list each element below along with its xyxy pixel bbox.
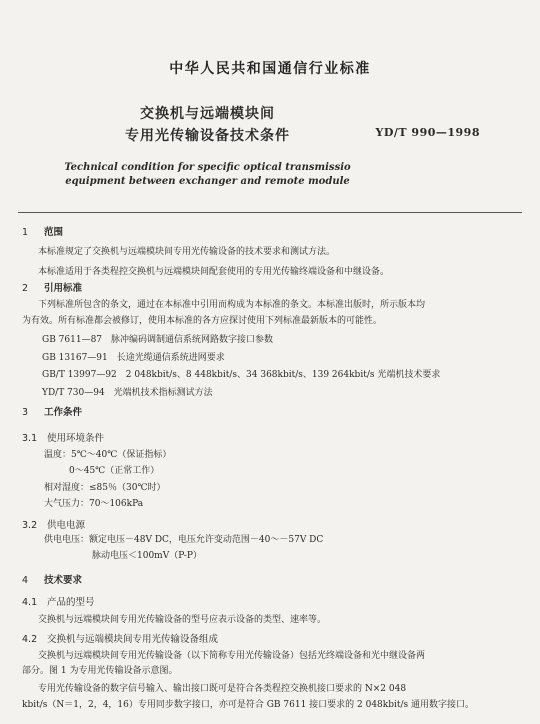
- paragraph: 为有效。所有标准都会被修订，使用本标准的各方应探讨使用下列标准最新版本的可能性。: [22, 316, 383, 326]
- paragraph: 交换机与远端模块间专用光传输设备的型号应表示设备的类型、速率等。: [38, 615, 327, 625]
- section-title: 使用环境条件: [47, 433, 105, 444]
- section-number: 4.1: [22, 597, 38, 608]
- paragraph: 本标准规定了交换机与远端模块间专用光传输设备的技术要求和测试方法。: [38, 247, 336, 257]
- reference-item: GB 13167—91 长途光缆通信系统进网要求: [42, 353, 225, 363]
- section-title: 供电电源: [47, 520, 86, 531]
- section-number: 3: [22, 407, 29, 418]
- standard-category: 中华人民共和国通信行业标准: [169, 61, 371, 77]
- section-number: 2: [22, 283, 29, 294]
- section-number: 1: [22, 227, 29, 238]
- section-title: 技术要求: [44, 575, 83, 586]
- section-title: 交换机与远端模块间专用光传输设备组成: [47, 634, 219, 645]
- reference-item: YD/T 730—94 光端机技术指标测试方法: [42, 388, 213, 398]
- standard-number: YD/T 990—1998: [375, 126, 480, 139]
- paragraph: 专用光传输设备的数字信号输入、输出接口既可是符合各类程控交换机接口要求的 N×2 048: [38, 684, 407, 694]
- section-number: 3.2: [22, 520, 38, 531]
- section-2-heading: [22, 280, 82, 294]
- section-3-heading: [22, 404, 82, 418]
- subsection-4-2-heading: [22, 631, 218, 645]
- section-number: 3.1: [22, 433, 38, 444]
- reference-item: GB 7611—87 脉冲编码调制通信系统网路数字接口参数: [42, 335, 274, 345]
- paragraph: 本标准适用于各类程控交换机与远端模块间配套使用的专用光传输终端设备和中继设备。: [38, 267, 390, 277]
- temperature-normal: 0～45℃（正常工作）: [69, 466, 160, 476]
- atmospheric-pressure: 大气压力：70～106kPa: [44, 499, 144, 509]
- english-title-line1: Technical condition for specific optical transmissio: [64, 162, 351, 173]
- subsection-4-1-heading: [22, 594, 95, 608]
- document-title-line1: 交换机与远端模块间: [140, 106, 275, 122]
- section-number: 4: [22, 575, 29, 586]
- subsection-3-2-heading: [22, 517, 85, 531]
- paragraph: kbit/s（N＝1，2，4，16）专用同步数字接口，亦可是符合 GB 7611 接口要求的 2 048kbit/s 通用数字接口。: [22, 700, 475, 710]
- section-4-heading: [22, 572, 82, 586]
- section-title: 引用标准: [44, 283, 83, 294]
- english-title-line2: equipment between exchanger and remote module: [65, 176, 350, 187]
- relative-humidity: 相对湿度：≤85％（30℃时）: [44, 483, 166, 493]
- document-title-line2: 专用光传输设备技术条件: [125, 128, 290, 144]
- supply-voltage: 供电电压：额定电压－48V DC，电压允许变动范围－40～－57V DC: [44, 535, 324, 545]
- section-1-heading: [22, 224, 63, 238]
- ripple-voltage: 脉动电压＜100mV（P-P）: [92, 551, 202, 561]
- section-title: 范围: [44, 227, 64, 238]
- section-title: 产品的型号: [47, 597, 95, 608]
- subsection-3-1-heading: [22, 430, 104, 444]
- section-number: 4.2: [22, 634, 38, 645]
- reference-item: GB/T 13997—92 2 048kbit/s、8 448kbit/s、34 368kbit/s、139 264kbit/s 光端机技术要求: [42, 370, 441, 380]
- paragraph: 下列标准所包含的条文，通过在本标准中引用而构成为本标准的条文。本标准出版时，所示版本均: [38, 300, 426, 310]
- temperature-guaranteed: 温度：5℃～40℃（保证指标）: [44, 450, 172, 460]
- paragraph: 交换机与远端模块间专用光传输设备（以下简称专用光传输设备）包括光终端设备和光中继设备两: [38, 651, 426, 661]
- section-title: 工作条件: [44, 407, 83, 418]
- paragraph: 部分。图 1 为专用光传输设备示意图。: [22, 666, 178, 676]
- header-divider: [18, 212, 522, 213]
